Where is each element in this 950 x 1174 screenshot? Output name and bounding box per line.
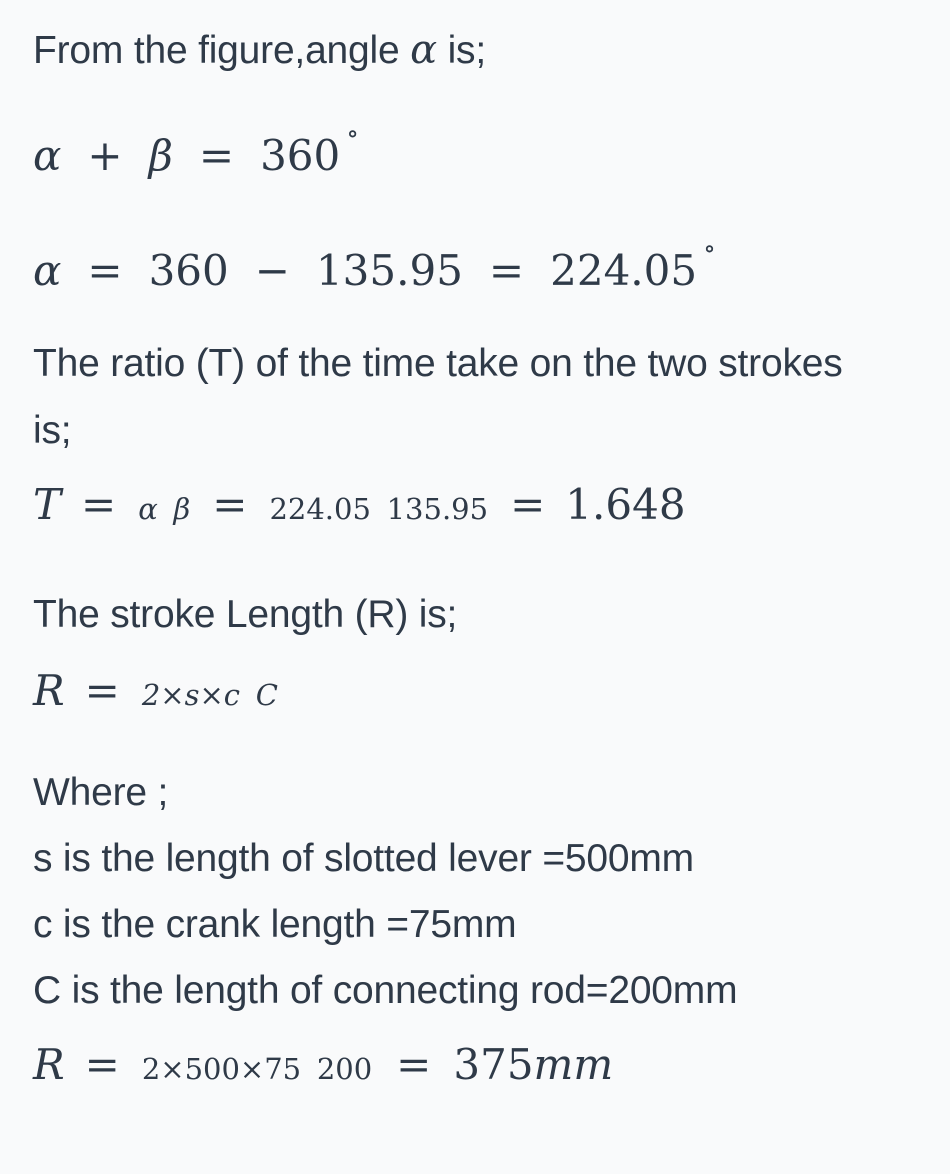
equation-alpha-plus-beta <box>33 119 359 180</box>
eq1-beta: β <box>148 131 173 180</box>
eq1-equals: = <box>198 131 235 180</box>
where-text: Where ; <box>33 771 169 814</box>
eq4-denominator: C <box>255 678 278 712</box>
eq3-frac1-numerator: α <box>138 492 158 526</box>
equation-alpha-result <box>33 234 716 295</box>
definition-c: c is the crank length =75mm <box>33 903 517 946</box>
eq3-lhs: T <box>33 480 62 529</box>
intro-text: From the figure,angle <box>33 29 400 72</box>
stroke-length-text: The stroke Length (R) is; <box>33 593 458 636</box>
equation-stroke-result <box>33 1040 614 1089</box>
eq3-fraction-1 <box>136 484 192 526</box>
eq5-unit: mm <box>533 1040 614 1089</box>
eq5-denominator: 200 <box>316 1052 373 1086</box>
eq5-numerator: 2×500×75 <box>141 1052 302 1086</box>
eq3-frac2-numerator: 224.05 <box>269 492 371 526</box>
eq4-numerator: 2×s×c <box>141 678 241 712</box>
eq5-result: 375 <box>453 1040 534 1089</box>
eq2-minus: − <box>254 246 290 295</box>
eq5-fraction <box>140 1044 374 1086</box>
eq1-plus: + <box>87 131 123 180</box>
eq2-equals-a: = <box>87 246 123 295</box>
eq3-fraction-2 <box>267 484 490 526</box>
eq1-degree: ∘ <box>346 119 359 149</box>
intro-line <box>33 27 486 73</box>
eq2-b: 135.95 <box>315 246 463 295</box>
definition-s: s is the length of slotted lever =500mm <box>33 837 694 880</box>
eq2-a: 360 <box>148 246 229 295</box>
eq2-degree: ∘ <box>703 234 716 264</box>
ratio-text-line1: The ratio (T) of the time take on the two strokes <box>33 342 843 385</box>
eq3-frac1-denominator: β <box>173 492 191 526</box>
equation-stroke-formula <box>33 666 280 715</box>
ratio-text-line2: is; <box>33 409 72 452</box>
eq3-equals-c: = <box>510 480 546 529</box>
eq3-equals-b: = <box>212 480 248 529</box>
eq3-result: 1.648 <box>565 480 686 529</box>
eq1-value: 360 <box>260 131 341 180</box>
equation-time-ratio <box>33 480 686 529</box>
eq1-alpha: α <box>33 131 62 180</box>
eq5-equals-b: = <box>396 1040 432 1089</box>
eq3-frac2-denominator: 135.95 <box>386 492 489 526</box>
eq4-lhs: R <box>33 666 65 715</box>
eq3-equals-a: = <box>81 480 117 529</box>
eq2-alpha: α <box>33 246 62 295</box>
alpha-symbol: α <box>410 27 437 73</box>
intro-tail: is; <box>447 29 486 72</box>
eq5-equals-a: = <box>84 1040 120 1089</box>
eq2-equals-b: = <box>488 246 525 295</box>
eq5-lhs: R <box>33 1040 65 1089</box>
definition-C: C is the length of connecting rod=200mm <box>33 969 738 1012</box>
eq4-fraction <box>140 670 280 712</box>
eq4-equals: = <box>84 666 120 715</box>
eq2-result: 224.05 <box>550 246 698 295</box>
